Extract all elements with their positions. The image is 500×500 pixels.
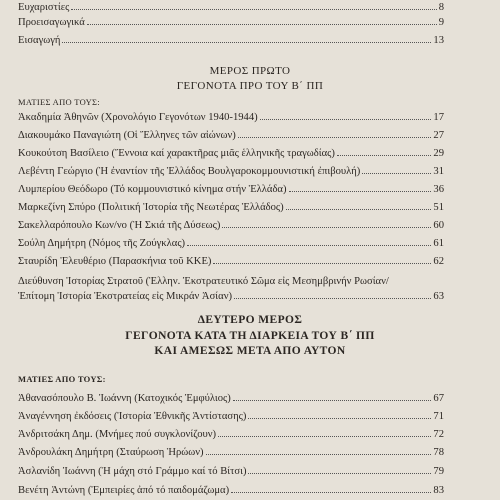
toc-entry bbox=[18, 129, 444, 142]
toc-entry-title: Σούλη Δημήτρη (Νόμος τῆς Ζούγκλας) bbox=[18, 238, 186, 249]
toc-entry-page: 13 bbox=[433, 35, 444, 46]
toc-entry-page: 71 bbox=[433, 411, 444, 422]
part-subheading: ΓΕΓΟΝΟΤΑ ΚΑΤΑ ΤΗ ΔΙΑΡΚΕΙΑ ΤΟΥ Β΄ ΠΠ bbox=[125, 330, 375, 342]
dot-leader bbox=[260, 119, 432, 120]
toc-entry bbox=[18, 1, 444, 14]
toc-entry-title: Ἀκαδημία Ἀθηνῶν (Χρονολόγιο Γεγονότων 1940-1944) bbox=[18, 112, 258, 123]
toc-entry bbox=[18, 392, 444, 405]
toc-entry-title: Ἀθανασόπουλο Β. Ἰωάννη (Κατοχικός Ἐμφύλιος) bbox=[18, 393, 231, 404]
toc-entry bbox=[18, 255, 444, 268]
toc-entry-page: 36 bbox=[433, 184, 444, 195]
toc-entry-page: 83 bbox=[433, 485, 444, 496]
toc-entry-page: 62 bbox=[433, 256, 444, 267]
toc-entry-title: Ευχαριστίες bbox=[18, 2, 70, 13]
toc-entry-title: Ἀνδρουλάκη Δημήτρη (Σταύρωση Ἡρώων) bbox=[18, 447, 204, 458]
toc-entry bbox=[18, 111, 444, 124]
toc-entry-title: Ἀσλανίδη Ἰωάννη (Ἡ μάχη στό Γράμμο καί τό Βίτσι) bbox=[18, 466, 247, 477]
toc-entry-title: Λυμπερίου Θεόδωρο (Τό κομμουνιστικό κίνημα στήν Ἑλλάδα) bbox=[18, 184, 287, 195]
toc-entry-page: 29 bbox=[433, 148, 444, 159]
toc-entry-page: 63 bbox=[433, 291, 444, 302]
toc-entry-page: 60 bbox=[433, 220, 444, 231]
toc-entry-title: Βενέτη Ἀντώνη (Ἐμπειρίες ἀπό τό παιδομάζωμα) bbox=[18, 485, 230, 496]
dot-leader bbox=[248, 418, 431, 419]
toc-entry-page: 51 bbox=[433, 202, 444, 213]
part-heading: ΔΕΥΤΕΡΟ ΜΕΡΟΣ bbox=[197, 314, 303, 326]
toc-entry-page: 72 bbox=[433, 429, 444, 440]
toc-entry-title: Προεισαγωγικά bbox=[18, 17, 85, 28]
toc-entry-page: 79 bbox=[433, 466, 444, 477]
toc-entry bbox=[18, 428, 444, 441]
toc-entry bbox=[18, 183, 444, 196]
dot-leader bbox=[222, 227, 431, 228]
dot-leader bbox=[248, 473, 431, 474]
section-label: ΜΑΤΙΕΣ ΑΠΟ ΤΟΥΣ: bbox=[18, 374, 106, 384]
toc-entry bbox=[18, 219, 444, 232]
dot-leader bbox=[231, 492, 431, 493]
toc-entry bbox=[18, 276, 444, 303]
toc-entry-title: Σακελλαρόπουλο Κων/νο (Ἡ Σκιά τῆς Δύσεως) bbox=[18, 220, 221, 231]
dot-leader bbox=[71, 9, 436, 10]
toc-entry bbox=[18, 16, 444, 29]
dot-leader bbox=[213, 263, 431, 264]
dot-leader bbox=[87, 24, 437, 25]
toc-entry bbox=[18, 165, 444, 178]
dot-leader bbox=[218, 436, 431, 437]
toc-entry-page: 78 bbox=[433, 447, 444, 458]
toc-entry bbox=[18, 34, 444, 47]
toc-entry bbox=[18, 446, 444, 459]
dot-leader bbox=[233, 400, 432, 401]
toc-entry-title: Εισαγωγή bbox=[18, 35, 61, 46]
toc-entry bbox=[18, 147, 444, 160]
toc-entry-page: 17 bbox=[433, 112, 444, 123]
toc-entry bbox=[18, 410, 444, 423]
toc-entry-title: Ἐπίτομη Ἱστορία Ἐκστρατείας εἰς Μικράν Ἀσίαν) bbox=[18, 291, 233, 302]
toc-entry-title: Διακουμάκο Παναγιώτη (Οἱ Ἕλληνες τῶν αἰώνων) bbox=[18, 130, 236, 141]
toc-entry-page: 67 bbox=[433, 393, 444, 404]
toc-entry-title: Ἀνδριτσάκη Δημ. (Μνήμες πού συγκλονίζουν) bbox=[18, 429, 217, 440]
toc-entry bbox=[18, 465, 444, 478]
section-label: ΜΑΤΙΕΣ ΑΠΟ ΤΟΥΣ: bbox=[18, 97, 100, 107]
toc-entry-page: 61 bbox=[433, 238, 444, 249]
toc-entry-page: 27 bbox=[433, 130, 444, 141]
dot-leader bbox=[234, 298, 431, 299]
part-subheading: ΚΑΙ ΑΜΕΣΩΣ ΜΕΤΑ ΑΠΟ ΑΥΤΟΝ bbox=[154, 345, 346, 357]
dot-leader bbox=[286, 209, 432, 210]
dot-leader bbox=[62, 42, 431, 43]
toc-entry-title: Κουκούτση Βασίλειο (Ἔννοια καί χαρακτῆρας μιᾶς ἑλληνικῆς τραγωδίας) bbox=[18, 148, 335, 159]
dot-leader bbox=[362, 173, 431, 174]
toc-entry bbox=[18, 484, 444, 497]
dot-leader bbox=[238, 137, 432, 138]
toc-entry-title: Ἀναγέννηση ἐκδόσεις (Ἱστορία Ἐθνικῆς Ἀντίστασης) bbox=[18, 411, 247, 422]
dot-leader bbox=[289, 191, 432, 192]
toc-entry-title: Μαρκεζίνη Σπύρο (Πολιτική Ἱστορία τῆς Νεωτέρας Ἑλλάδος) bbox=[18, 202, 284, 213]
toc-entry-page: 31 bbox=[433, 166, 444, 177]
toc-entry-title: Σταυρίδη Ἐλευθέριο (Παρασκήνια τοῦ ΚΚΕ) bbox=[18, 256, 212, 267]
dot-leader bbox=[337, 155, 432, 156]
toc-entry-page: 9 bbox=[438, 17, 444, 28]
dot-leader bbox=[206, 454, 432, 455]
dot-leader bbox=[187, 245, 431, 246]
toc-entry-title-line1: Διεύθυνση Ἱστορίας Στρατοῦ (Ἑλλην. Ἐκστρατευτικό Σῶμα εἰς Μεσημβρινήν Ρωσίαν/ bbox=[18, 276, 389, 287]
part-heading: ΜΕΡΟΣ ΠΡΩΤΟ bbox=[209, 65, 291, 77]
toc-entry-title: Λεβέντη Γεώργιο (Ἡ ἐναντίον τῆς Ἑλλάδος Βουλγαροκομμουνιστική ἐπιβουλή) bbox=[18, 166, 361, 177]
toc-entry bbox=[18, 201, 444, 214]
part-subheading: ΓΕΓΟΝΟΤΑ ΠΡΟ ΤΟΥ Β΄ ΠΠ bbox=[176, 80, 324, 92]
toc-entry bbox=[18, 237, 444, 250]
toc-entry-page: 8 bbox=[438, 2, 444, 13]
